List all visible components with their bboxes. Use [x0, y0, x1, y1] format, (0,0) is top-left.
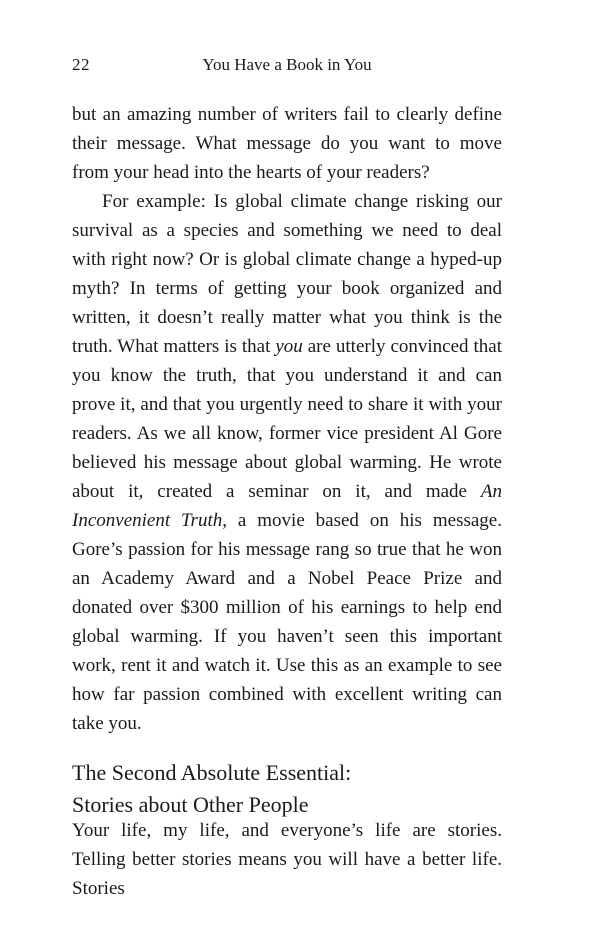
book-title: You Have a Book in You — [202, 55, 372, 74]
paragraph-2-text-b: are utterly convinced that you know the truth, that you understand it and can prove it, and that you urgently need to share it with your readers. As we all know, former vice president Al Gore believed his message about global warming. He wrote about it, created a seminar on it, and made — [72, 336, 502, 502]
paragraph-2 — [72, 187, 502, 738]
body-text — [72, 100, 502, 738]
emphasis-you: you — [275, 336, 303, 357]
page-number: 22 — [72, 55, 90, 74]
running-head — [72, 55, 502, 79]
section-heading-line-2: Stories about Other People — [72, 792, 309, 817]
paragraph-2-text-c: , a movie based on his message. Gore’s passion for his message rang so true that he won an Academy Award and a Nobel Peace Prize and donated over $300 million of his earnings to help end global warming. If you haven’t seen this important work, rent it and watch it. Use this as an example to see how far passion combined with excellent writing can take you. — [72, 510, 502, 734]
film-title: An Inconvenient Truth — [72, 481, 502, 531]
section-heading — [72, 757, 502, 821]
paragraph-1 — [72, 100, 502, 187]
paragraph-1-text: but an amazing number of writers fail to clearly define their message. What message do you want to move from your head into the hearts of your readers? — [72, 104, 502, 183]
section-heading-line-1: The Second Absolute Essential: — [72, 760, 352, 785]
paragraph-2-text-a: For example: Is global climate change risking our survival as a species and something we need to deal with right now? Or is global climate change a hyped-up myth? In terms of getting your book organized and written, it doesn’t really matter what you think is the truth. What matters is that — [72, 191, 502, 357]
section-body-paragraph: Your life, my life, and everyone’s life are stories. Telling better stories means you will have a better life. Stories — [72, 820, 502, 899]
